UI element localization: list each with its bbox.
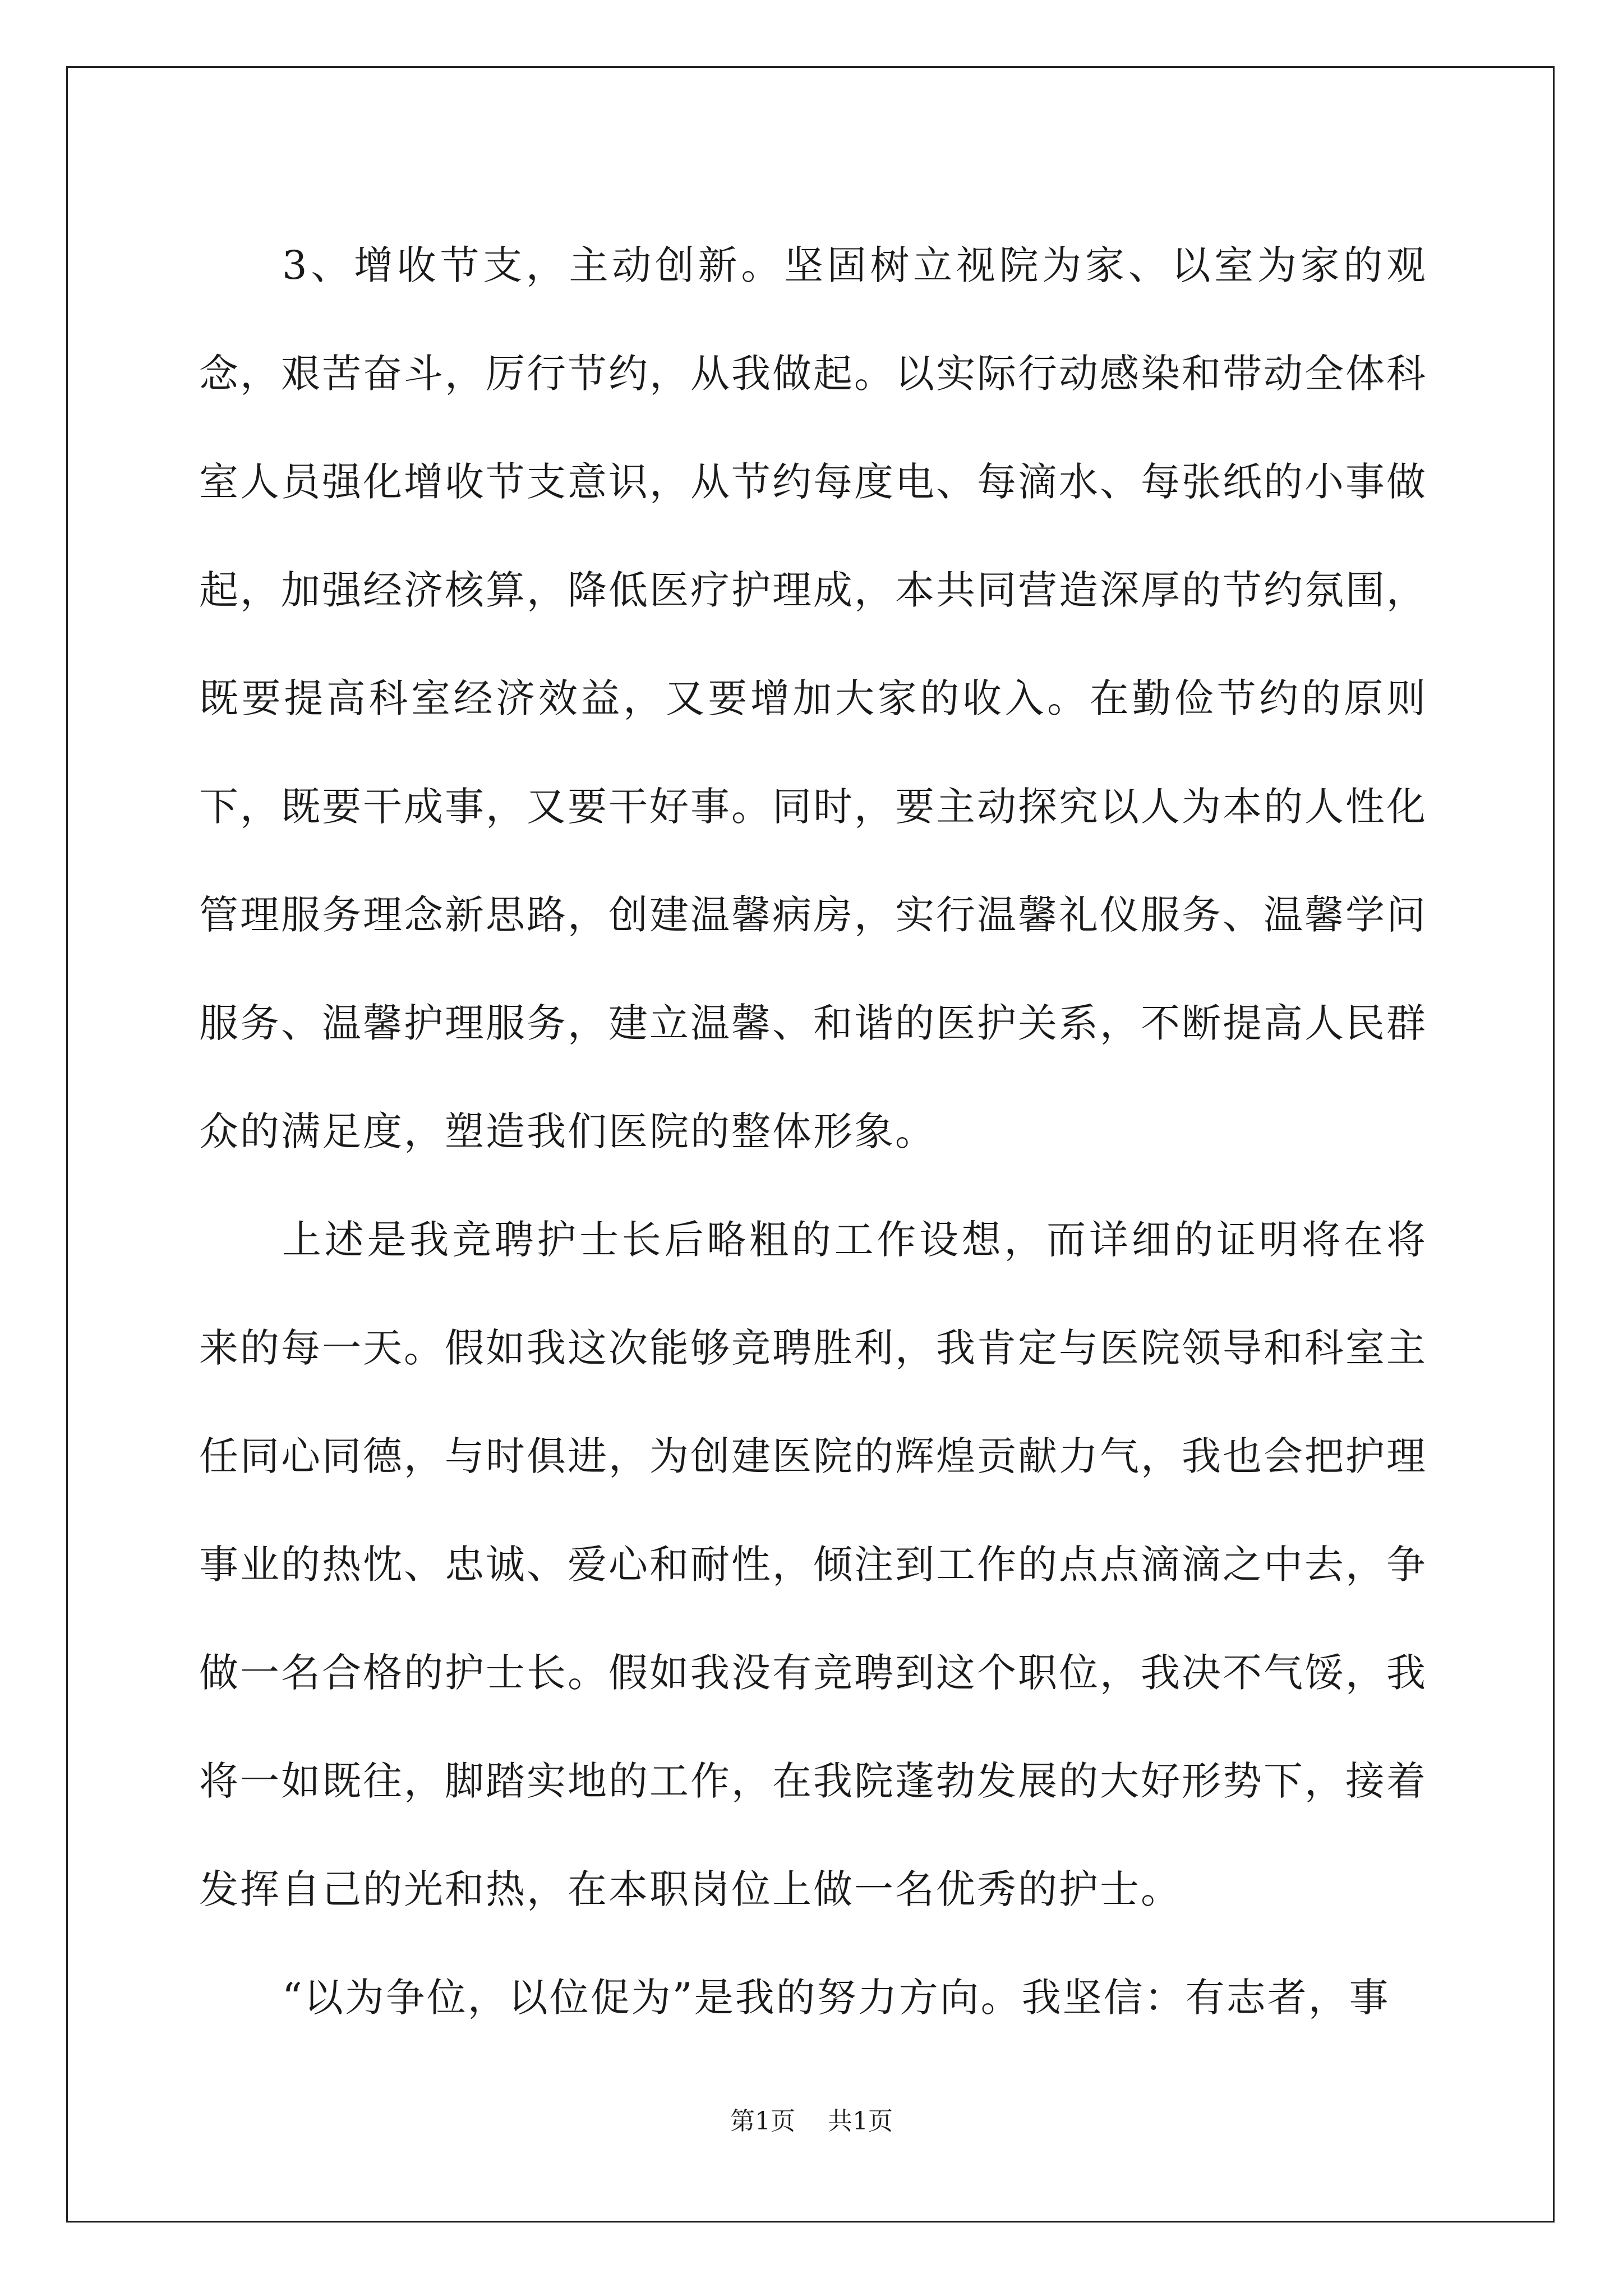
paragraph: “以为争位，以位促为”是我的努力方向。我坚信：有志者，事: [282, 1975, 1390, 2021]
page-number: 第1页: [730, 2107, 795, 2136]
page-footer: [0, 2101, 1623, 2137]
paragraph: 3、增收节支，主动创新。坚固树立视院为家、以室为家的观念，艰苦奋斗，厉行节约，从我做起。以实际行动感染和带动全体科室人员强化增收节支意识，从节约每度电、每滴水、每张纸的小事做起，加强经济核算，降低医疗护理成，本共同营造深厚的节约氛围，既要提高科室经济效益，又要增加大家的收入。在勤俭节约的原则下，既要干成事，又要干好事。同时，要主动探究以人为本的人性化管理服务理念新思路，创建温馨病房，实行温馨礼仪服务、温馨学问服务、温馨护理服务，建立温馨、和谐的医护关系，不断提高人民群众的满足度，塑造我们医院的整体形象。: [199, 242, 1427, 1154]
page-total: 共1页: [828, 2107, 893, 2136]
paragraph: 上述是我竞聘护士长后略粗的工作设想，而详细的证明将在将来的每一天。假如我这次能够竞聘胜利，我肯定与医院领导和科室主任同心同德，与时俱进，为创建医院的辉煌贡献力气，我也会把护理事业的热忱、忠诚、爱心和耐性，倾注到工作的点点滴滴之中去，争做一名合格的护士长。假如我没有竞聘到这个职位，我决不气馁，我将一如既往，脚踏实地的工作，在我院蓬勃发展的大好形势下，接着发挥自己的光和热，在本职岗位上做一名优秀的护士。: [199, 1217, 1427, 1912]
document-body: [199, 211, 1427, 2052]
